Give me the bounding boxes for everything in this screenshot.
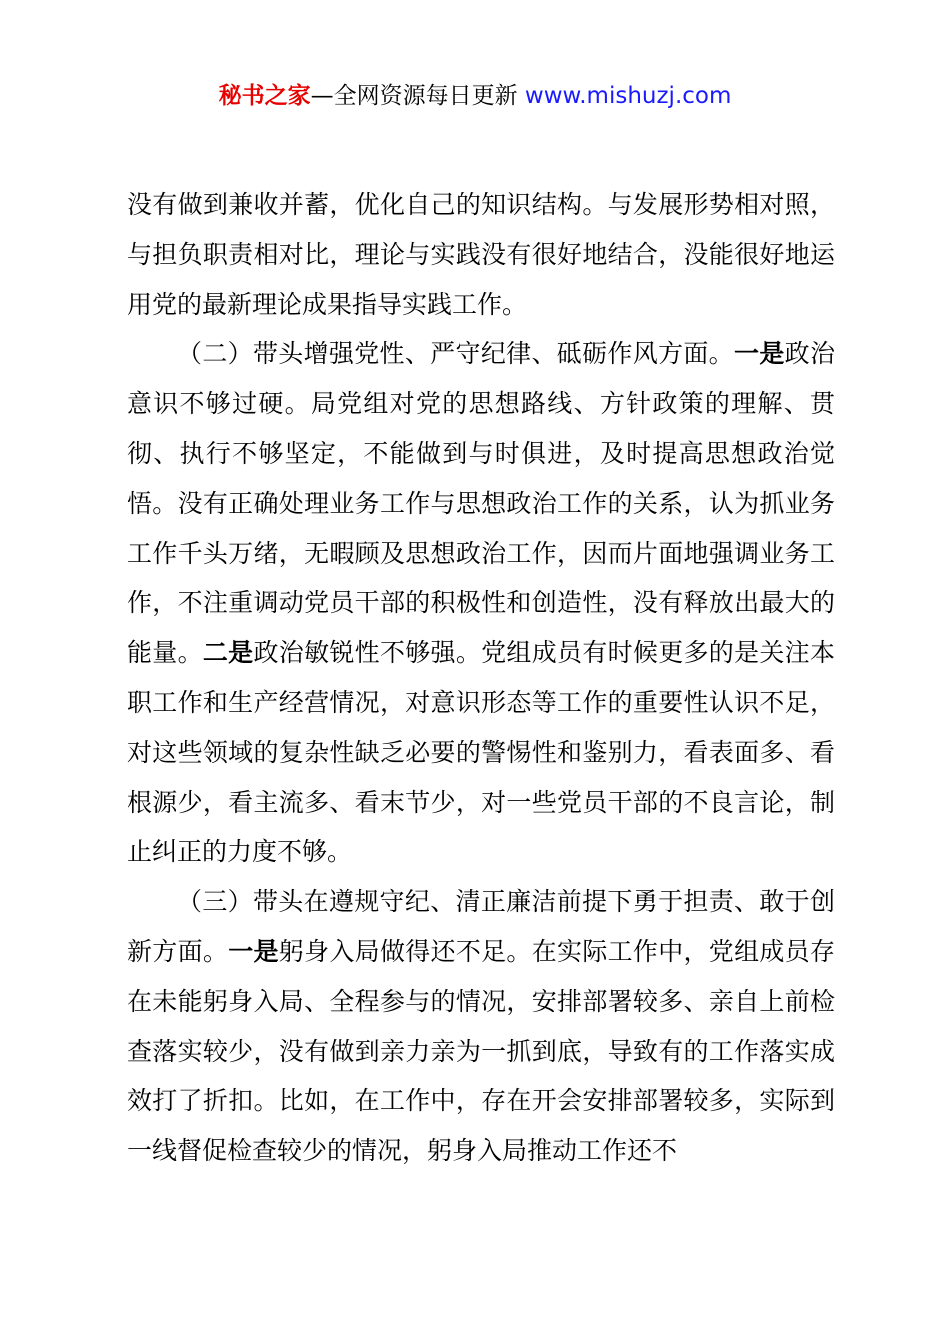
paragraph-text: 政治意识不够过硬。局党组对党的思想路线、方针政策的理解、贯彻、执行不够坚定，不能做到与时俱进，及时提高思想政治觉悟。没有正确处理业务工作与思想政治工作的关系，认为抓业务工作千头万绪，无暇顾及思想政治工作，因而片面地强调业务工作，不注重调动党员干部的积极性和创造性，没有释放出最大的能量。 [127,339,835,668]
paragraph-text: 躬身入局做得还不足。在实际工作中，党组成员存在未能躬身入局、全程参与的情况，安排部署较多、亲自上前检查落实较少，没有做到亲力亲为一抓到底，导致有的工作落实成效打了折扣。比如，在工作中，存在开会安排部署较多，实际到一线督促检查较少的情况，躬身入局推动工作还不 [127,936,835,1166]
section-heading: （二）带头增强党性、严守纪律、砥砺作风方面。 [177,339,735,369]
paragraph-2 [127,329,835,877]
point-lead: 二是 [202,638,254,668]
site-url-link[interactable]: www.mishuzj.com [524,83,732,109]
section-heading: （三）带头在遵规守纪、清正廉洁前提下勇于担责、敢于创新方面。 [127,887,835,966]
site-header [0,80,950,112]
site-brand: 秘书之家 [218,83,311,109]
site-tagline: —全网资源每日更新 [310,83,518,109]
point-lead: 一是 [228,936,279,966]
paragraph-text: 没有做到兼收并蓄，优化自己的知识结构。与发展形势相对照，与担负职责相对比，理论与实践没有很好地结合，没能很好地运用党的最新理论成果指导实践工作。 [127,190,835,319]
document-body [127,180,835,1176]
paragraph-text: 政治敏锐性不够强。党组成员有时候更多的是关注本职工作和生产经营情况，对意识形态等工作的重要性认识不足，对这些领域的复杂性缺乏必要的警惕性和鉴别力，看表面多、看根源少，看主流多、看末节少，对一些党员干部的不良言论，制止纠正的力度不够。 [127,638,835,867]
paragraph-3 [127,877,835,1176]
point-lead: 一是 [734,339,785,369]
paragraph-1 [127,180,835,329]
